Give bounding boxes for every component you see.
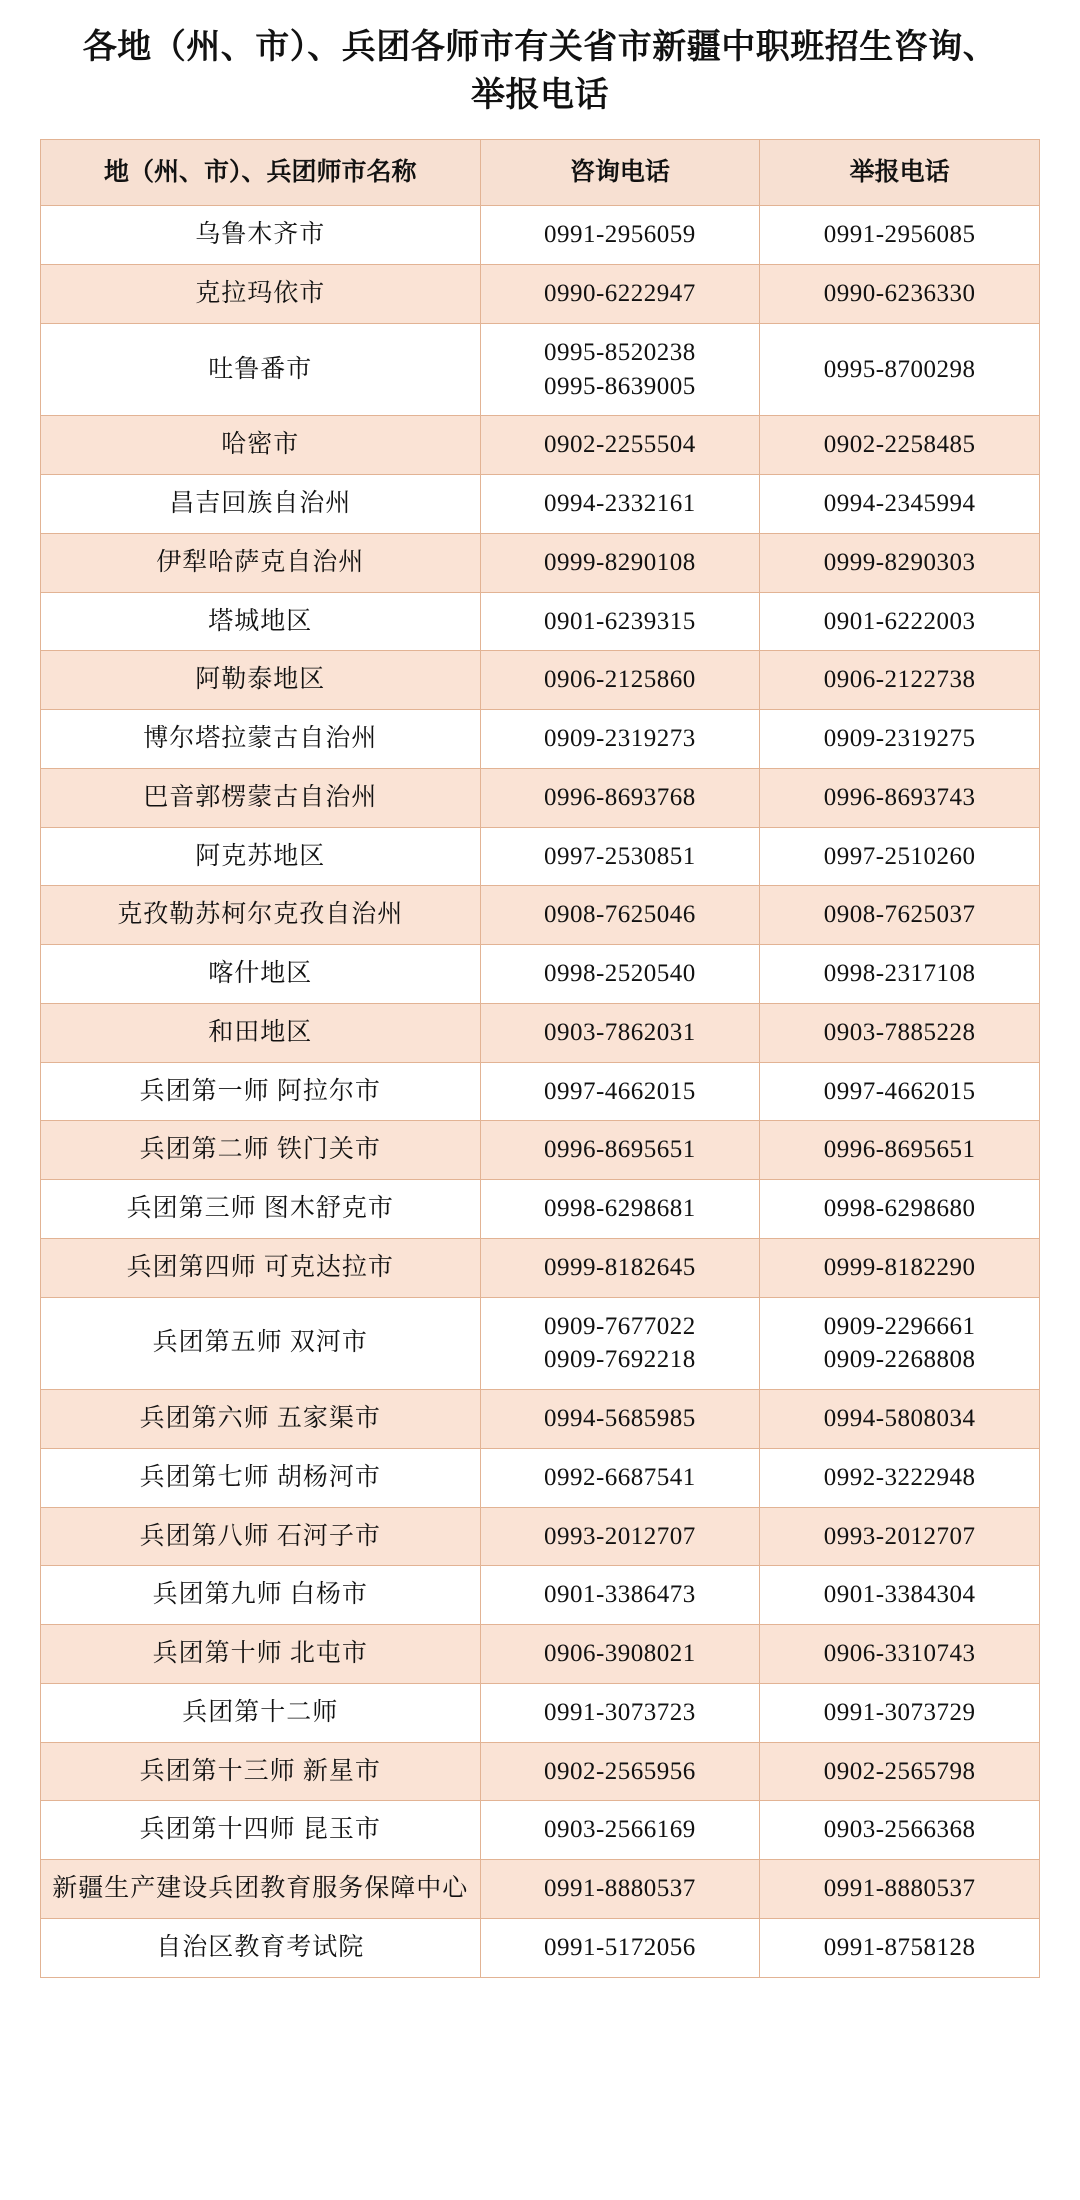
cell-report-phone bbox=[760, 1062, 1040, 1121]
phone-number: 0998-6298680 bbox=[823, 1195, 976, 1223]
cell-consult-phone bbox=[480, 533, 760, 592]
cell-consult-phone bbox=[480, 768, 760, 827]
cell-region-name: 哈密市 bbox=[41, 416, 481, 475]
cell-report-phone bbox=[760, 416, 1040, 475]
phone-number: 0997-2530851 bbox=[543, 842, 696, 870]
cell-report-phone bbox=[760, 827, 1040, 886]
cell-consult-phone bbox=[480, 1062, 760, 1121]
phone-number: 0908-7625037 bbox=[823, 901, 976, 929]
phone-number: 0995-8700298 bbox=[823, 355, 976, 383]
cell-report-phone bbox=[760, 1180, 1040, 1239]
cell-report-phone bbox=[760, 1297, 1040, 1390]
phone-number: 0993-2012707 bbox=[823, 1522, 976, 1550]
table-row bbox=[41, 827, 1040, 886]
cell-region-name: 阿克苏地区 bbox=[41, 827, 481, 886]
cell-region-name: 博尔塔拉蒙古自治州 bbox=[41, 710, 481, 769]
cell-consult-phone bbox=[480, 1238, 760, 1297]
cell-report-phone bbox=[760, 1121, 1040, 1180]
cell-region-name: 兵团第十三师 新星市 bbox=[41, 1742, 481, 1801]
phone-number: 0901-6222003 bbox=[823, 607, 976, 635]
phone-number: 0906-2122738 bbox=[823, 666, 976, 694]
phone-number: 0994-5685985 bbox=[543, 1405, 696, 1433]
phone-number: 0997-2510260 bbox=[823, 842, 976, 870]
phone-number: 0998-6298681 bbox=[543, 1195, 696, 1223]
cell-consult-phone bbox=[480, 1121, 760, 1180]
phone-number: 0909-2319275 bbox=[823, 725, 976, 753]
table-row bbox=[41, 206, 1040, 265]
cell-report-phone bbox=[760, 323, 1040, 416]
cell-region-name: 自治区教育考试院 bbox=[41, 1918, 481, 1977]
phone-number: 0996-8695651 bbox=[823, 1136, 976, 1164]
cell-report-phone bbox=[760, 1566, 1040, 1625]
phone-number: 0994-2332161 bbox=[543, 490, 696, 518]
phone-number: 0996-8695651 bbox=[543, 1136, 696, 1164]
cell-consult-phone bbox=[480, 475, 760, 534]
cell-consult-phone bbox=[480, 323, 760, 416]
cell-report-phone bbox=[760, 265, 1040, 324]
cell-consult-phone bbox=[480, 1390, 760, 1449]
cell-consult-phone bbox=[480, 1448, 760, 1507]
phone-number: 0901-6239315 bbox=[543, 607, 696, 635]
cell-region-name: 兵团第五师 双河市 bbox=[41, 1297, 481, 1390]
cell-region-name: 新疆生产建设兵团教育服务保障中心 bbox=[41, 1860, 481, 1919]
table-row bbox=[41, 1801, 1040, 1860]
column-header-consult-phone: 咨询电话 bbox=[480, 139, 760, 206]
cell-report-phone bbox=[760, 1918, 1040, 1977]
table-body bbox=[41, 206, 1040, 1977]
cell-report-phone bbox=[760, 1625, 1040, 1684]
cell-region-name: 兵团第四师 可克达拉市 bbox=[41, 1238, 481, 1297]
cell-consult-phone bbox=[480, 827, 760, 886]
table-row bbox=[41, 1121, 1040, 1180]
phone-number: 0991-5172056 bbox=[543, 1933, 696, 1961]
cell-region-name: 乌鲁木齐市 bbox=[41, 206, 481, 265]
table-row bbox=[41, 323, 1040, 416]
phone-number: 0990-6236330 bbox=[823, 280, 976, 308]
cell-region-name: 兵团第一师 阿拉尔市 bbox=[41, 1062, 481, 1121]
table-row bbox=[41, 1448, 1040, 1507]
phone-number: 0994-2345994 bbox=[823, 490, 976, 518]
phone-number: 0997-4662015 bbox=[823, 1077, 976, 1105]
cell-report-phone bbox=[760, 475, 1040, 534]
table-row bbox=[41, 768, 1040, 827]
cell-consult-phone bbox=[480, 1003, 760, 1062]
phone-number: 0999-8290303 bbox=[823, 548, 976, 576]
phone-number: 0902-2258485 bbox=[823, 431, 976, 459]
cell-report-phone bbox=[760, 945, 1040, 1004]
cell-consult-phone bbox=[480, 1566, 760, 1625]
cell-region-name: 兵团第三师 图木舒克市 bbox=[41, 1180, 481, 1239]
phone-number: 0991-3073729 bbox=[823, 1698, 976, 1726]
cell-region-name: 喀什地区 bbox=[41, 945, 481, 1004]
phone-number: 0992-6687541 bbox=[543, 1463, 696, 1491]
cell-report-phone bbox=[760, 1801, 1040, 1860]
phone-number: 0906-2125860 bbox=[543, 666, 696, 694]
cell-consult-phone bbox=[480, 206, 760, 265]
phone-number: 0997-4662015 bbox=[543, 1077, 696, 1105]
table-row bbox=[41, 1062, 1040, 1121]
cell-consult-phone bbox=[480, 1801, 760, 1860]
phone-number: 0909-2296661 bbox=[823, 1312, 976, 1340]
phone-number: 0991-8880537 bbox=[543, 1875, 696, 1903]
phone-number: 0990-6222947 bbox=[543, 280, 696, 308]
phone-number: 0903-7885228 bbox=[823, 1018, 976, 1046]
phone-number: 0991-8880537 bbox=[823, 1875, 976, 1903]
table-row bbox=[41, 265, 1040, 324]
phone-number: 0909-2268808 bbox=[823, 1346, 976, 1374]
cell-consult-phone bbox=[480, 1860, 760, 1919]
table-row bbox=[41, 1180, 1040, 1239]
cell-report-phone bbox=[760, 1683, 1040, 1742]
cell-region-name: 兵团第十四师 昆玉市 bbox=[41, 1801, 481, 1860]
table-row bbox=[41, 1625, 1040, 1684]
table-row bbox=[41, 1918, 1040, 1977]
cell-report-phone bbox=[760, 1238, 1040, 1297]
cell-report-phone bbox=[760, 592, 1040, 651]
phone-number: 0996-8693743 bbox=[823, 783, 976, 811]
table-header-row bbox=[41, 139, 1040, 206]
table-row bbox=[41, 475, 1040, 534]
phone-number: 0902-2255504 bbox=[543, 431, 696, 459]
phone-number: 0903-2566169 bbox=[543, 1816, 696, 1844]
cell-consult-phone bbox=[480, 945, 760, 1004]
cell-region-name: 吐鲁番市 bbox=[41, 323, 481, 416]
phone-number: 0999-8182290 bbox=[823, 1253, 976, 1281]
cell-consult-phone bbox=[480, 1507, 760, 1566]
cell-report-phone bbox=[760, 886, 1040, 945]
phone-number: 0998-2520540 bbox=[543, 960, 696, 988]
phone-number: 0908-7625046 bbox=[543, 901, 696, 929]
table-row bbox=[41, 945, 1040, 1004]
cell-report-phone bbox=[760, 1390, 1040, 1449]
table-row bbox=[41, 651, 1040, 710]
cell-report-phone bbox=[760, 1860, 1040, 1919]
cell-region-name: 克拉玛依市 bbox=[41, 265, 481, 324]
cell-consult-phone bbox=[480, 886, 760, 945]
cell-consult-phone bbox=[480, 1742, 760, 1801]
cell-report-phone bbox=[760, 768, 1040, 827]
phone-number: 0996-8693768 bbox=[543, 783, 696, 811]
phone-number: 0998-2317108 bbox=[823, 960, 976, 988]
table-row bbox=[41, 416, 1040, 475]
table-row bbox=[41, 592, 1040, 651]
table-row bbox=[41, 886, 1040, 945]
cell-region-name: 昌吉回族自治州 bbox=[41, 475, 481, 534]
phone-number: 0992-3222948 bbox=[823, 1463, 976, 1491]
table-row bbox=[41, 1683, 1040, 1742]
cell-consult-phone bbox=[480, 1918, 760, 1977]
cell-region-name: 兵团第八师 石河子市 bbox=[41, 1507, 481, 1566]
phone-number: 0999-8290108 bbox=[543, 548, 696, 576]
table-row bbox=[41, 1507, 1040, 1566]
phone-number: 0906-3310743 bbox=[823, 1640, 976, 1668]
cell-region-name: 阿勒泰地区 bbox=[41, 651, 481, 710]
cell-region-name: 兵团第六师 五家渠市 bbox=[41, 1390, 481, 1449]
phone-number: 0902-2565956 bbox=[543, 1757, 696, 1785]
cell-region-name: 兵团第九师 白杨市 bbox=[41, 1566, 481, 1625]
table-row bbox=[41, 1297, 1040, 1390]
cell-region-name: 塔城地区 bbox=[41, 592, 481, 651]
cell-region-name: 兵团第七师 胡杨河市 bbox=[41, 1448, 481, 1507]
phone-number: 0995-8520238 bbox=[543, 338, 696, 366]
cell-region-name: 克孜勒苏柯尔克孜自治州 bbox=[41, 886, 481, 945]
contact-phone-table bbox=[40, 139, 1040, 1978]
cell-report-phone bbox=[760, 1507, 1040, 1566]
phone-number: 0909-7692218 bbox=[543, 1346, 696, 1374]
cell-report-phone bbox=[760, 1448, 1040, 1507]
cell-region-name: 伊犁哈萨克自治州 bbox=[41, 533, 481, 592]
cell-region-name: 兵团第二师 铁门关市 bbox=[41, 1121, 481, 1180]
cell-consult-phone bbox=[480, 416, 760, 475]
table-row bbox=[41, 1390, 1040, 1449]
phone-number: 0901-3384304 bbox=[823, 1581, 976, 1609]
table-row bbox=[41, 710, 1040, 769]
phone-number: 0991-8758128 bbox=[823, 1933, 976, 1961]
cell-consult-phone bbox=[480, 1683, 760, 1742]
phone-number: 0991-2956085 bbox=[823, 221, 976, 249]
cell-report-phone bbox=[760, 710, 1040, 769]
column-header-region: 地（州、市）、兵团师市名称 bbox=[41, 139, 481, 206]
table-row bbox=[41, 1003, 1040, 1062]
phone-number: 0994-5808034 bbox=[823, 1405, 976, 1433]
cell-region-name: 兵团第十师 北屯市 bbox=[41, 1625, 481, 1684]
cell-report-phone bbox=[760, 206, 1040, 265]
phone-number: 0999-8182645 bbox=[543, 1253, 696, 1281]
phone-number: 0906-3908021 bbox=[543, 1640, 696, 1668]
phone-number: 0991-3073723 bbox=[543, 1698, 696, 1726]
phone-number: 0909-7677022 bbox=[543, 1312, 696, 1340]
table-header bbox=[41, 139, 1040, 206]
column-header-report-phone: 举报电话 bbox=[760, 139, 1040, 206]
cell-report-phone bbox=[760, 1742, 1040, 1801]
phone-number: 0902-2565798 bbox=[823, 1757, 976, 1785]
cell-consult-phone bbox=[480, 592, 760, 651]
table-row bbox=[41, 533, 1040, 592]
phone-number: 0903-2566368 bbox=[823, 1816, 976, 1844]
cell-consult-phone bbox=[480, 1180, 760, 1239]
phone-number: 0991-2956059 bbox=[543, 221, 696, 249]
cell-report-phone bbox=[760, 533, 1040, 592]
table-row bbox=[41, 1860, 1040, 1919]
cell-region-name: 兵团第十二师 bbox=[41, 1683, 481, 1742]
phone-number: 0995-8639005 bbox=[543, 372, 696, 400]
cell-region-name: 巴音郭楞蒙古自治州 bbox=[41, 768, 481, 827]
cell-consult-phone bbox=[480, 1625, 760, 1684]
phone-number: 0903-7862031 bbox=[543, 1018, 696, 1046]
cell-consult-phone bbox=[480, 1297, 760, 1390]
page-title: 各地（州、市）、兵团各师市有关省市新疆中职班招生咨询、举报电话 bbox=[82, 29, 998, 115]
table-row bbox=[41, 1742, 1040, 1801]
table-row bbox=[41, 1566, 1040, 1625]
cell-consult-phone bbox=[480, 265, 760, 324]
cell-report-phone bbox=[760, 1003, 1040, 1062]
cell-consult-phone bbox=[480, 651, 760, 710]
cell-consult-phone bbox=[480, 710, 760, 769]
cell-report-phone bbox=[760, 651, 1040, 710]
cell-region-name: 和田地区 bbox=[41, 1003, 481, 1062]
table-row bbox=[41, 1238, 1040, 1297]
phone-number: 0901-3386473 bbox=[543, 1581, 696, 1609]
phone-number: 0909-2319273 bbox=[543, 725, 696, 753]
phone-number: 0993-2012707 bbox=[543, 1522, 696, 1550]
